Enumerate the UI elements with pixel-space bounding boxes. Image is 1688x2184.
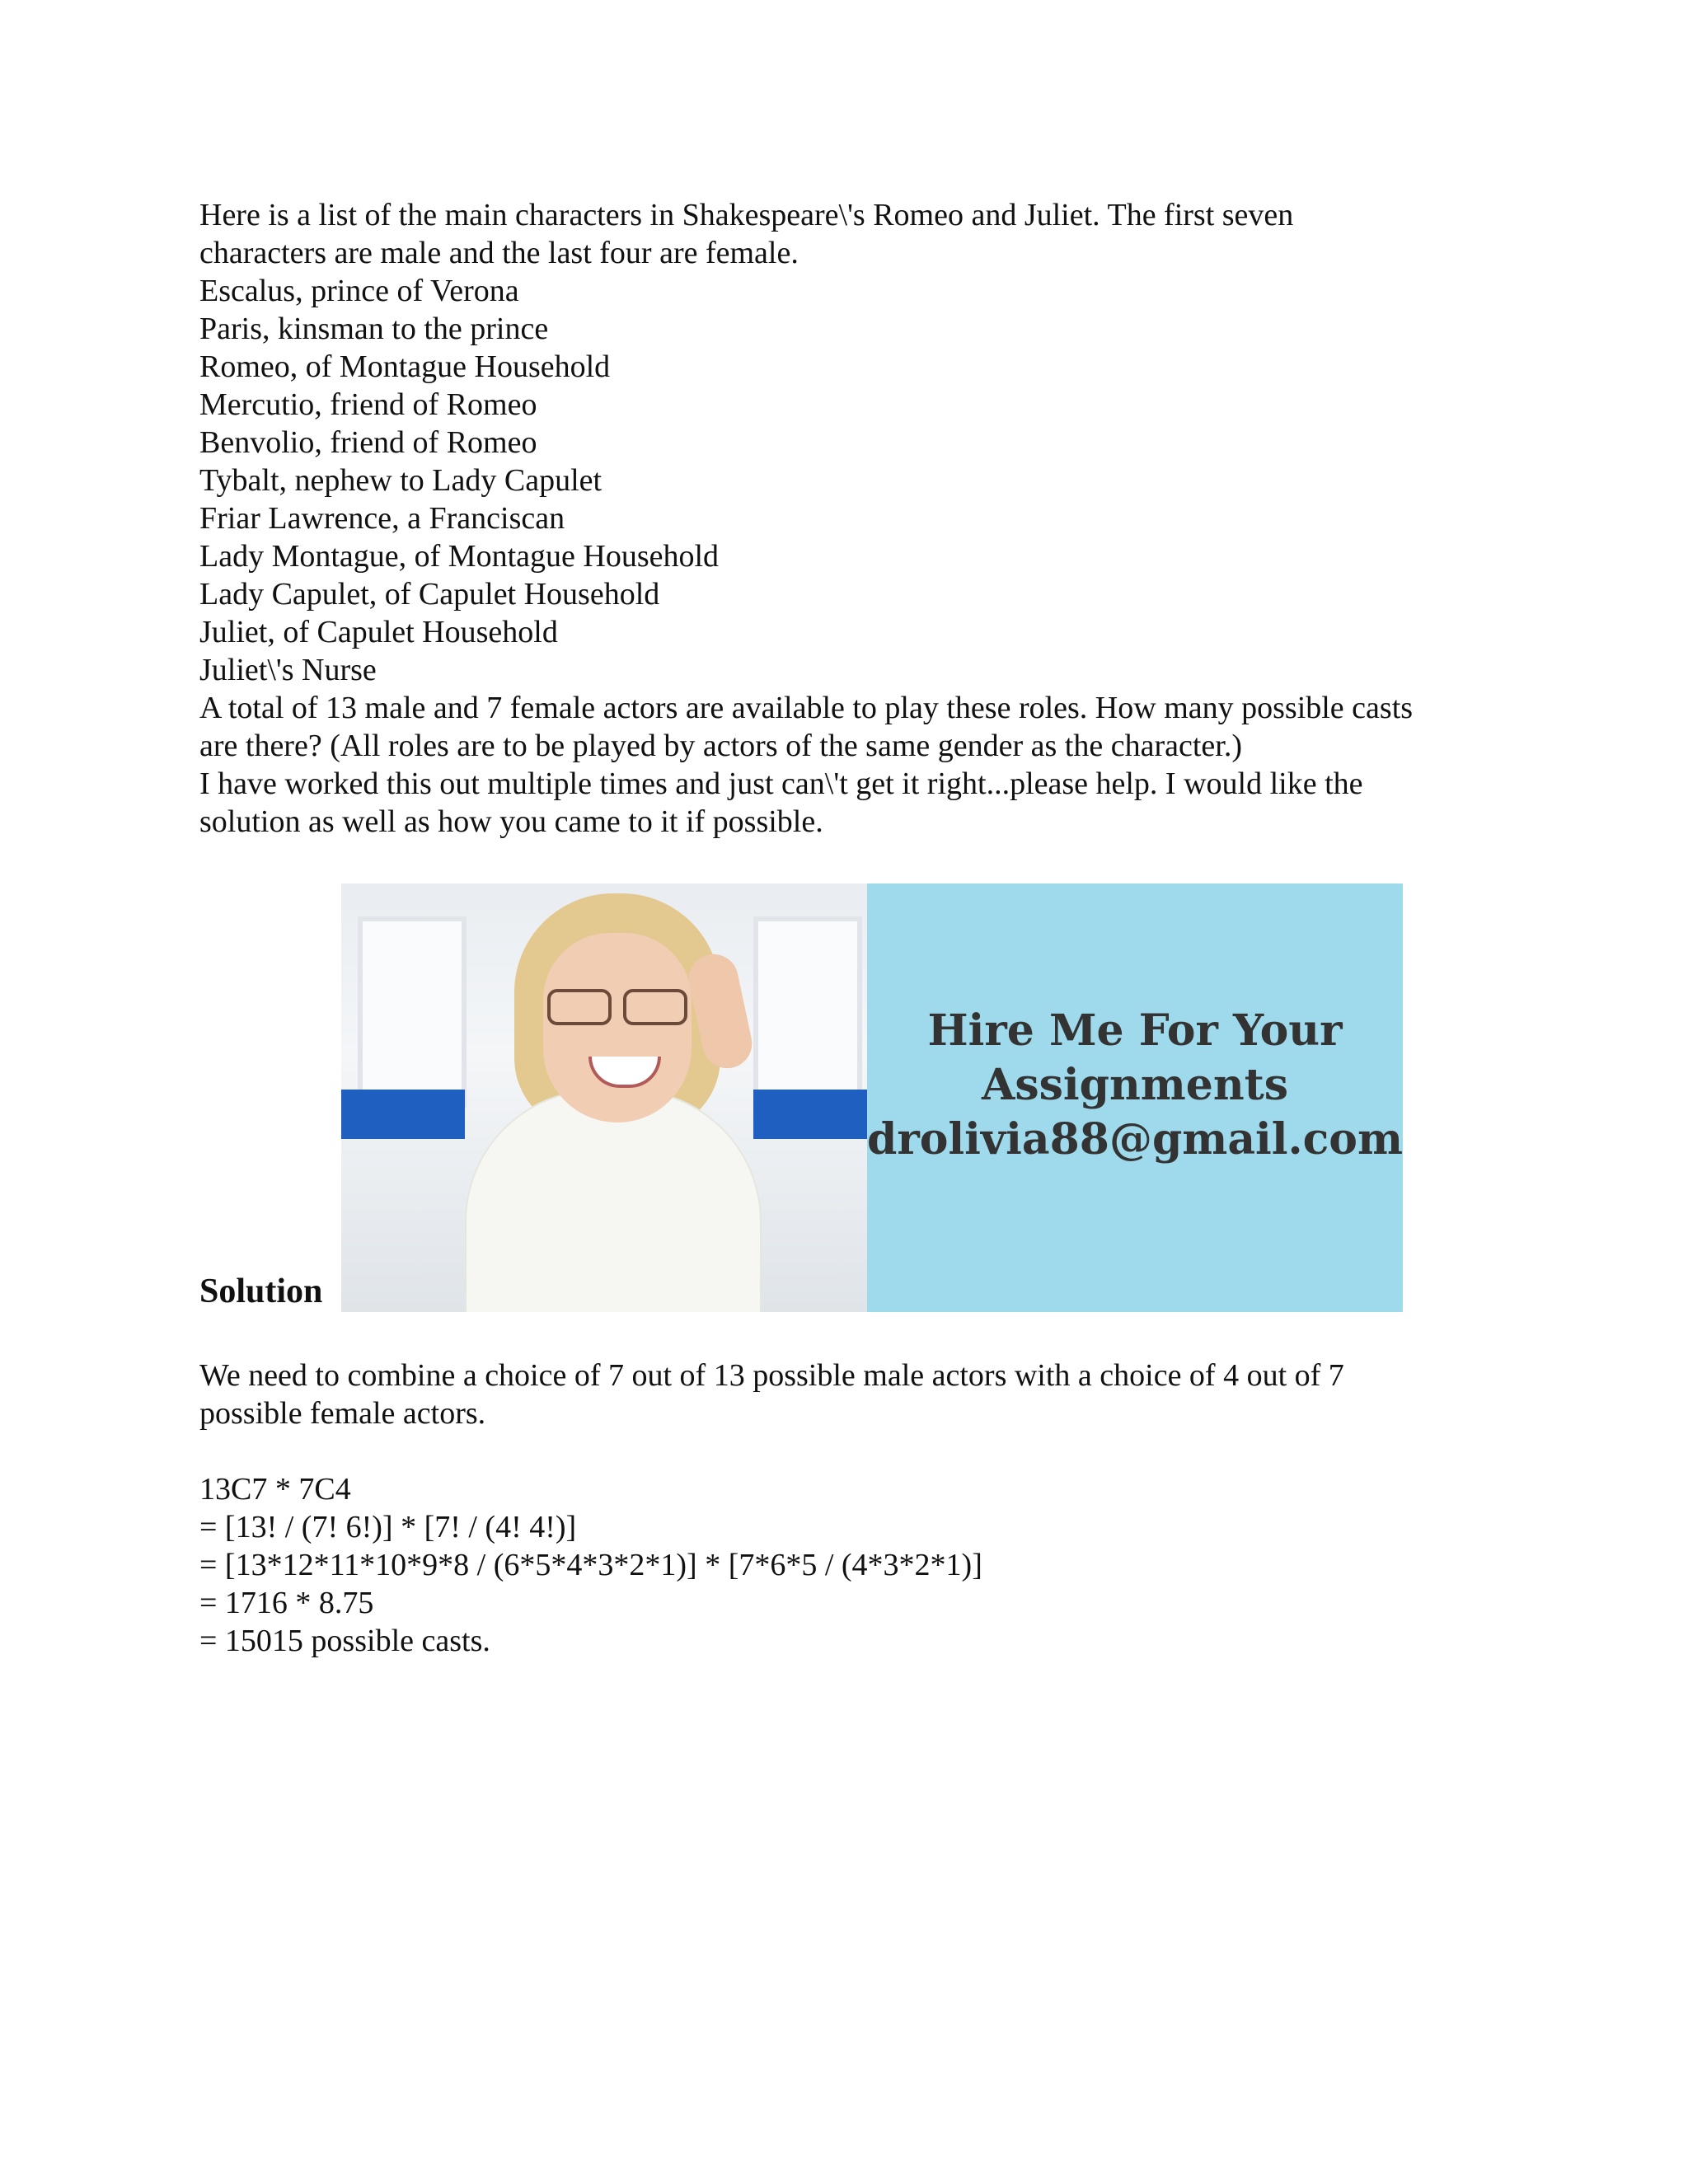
question-line: solution as well as how you came to it if possible.: [199, 804, 823, 839]
character-item: Friar Lawrence, a Franciscan: [199, 501, 565, 536]
ad-photo-woman-with-glasses: [341, 883, 867, 1312]
character-item: Tybalt, nephew to Lady Capulet: [199, 463, 603, 498]
chair-decoration: [753, 1090, 867, 1139]
window-decoration: [358, 916, 467, 1108]
character-item: Lady Capulet, of Capulet Household: [199, 577, 660, 612]
solution-heading: Solution: [199, 1272, 323, 1310]
character-item: Paris, kinsman to the prince: [199, 312, 549, 346]
solution-intro: possible female actors.: [199, 1396, 486, 1431]
ad-headline-line2: Assignments: [981, 1060, 1288, 1110]
ad-email: drolivia88@gmail.com: [866, 1114, 1403, 1165]
calculation-step: = [13*12*11*10*9*8 / (6*5*4*3*2*1)] * [7*6*5 / (4*3*2*1)]: [199, 1548, 982, 1582]
glasses-icon: [547, 989, 687, 1022]
solution-header-row: [199, 883, 1403, 1312]
question-line: Here is a list of the main characters in Shakespeare\'s Romeo and Juliet. The first seven: [199, 198, 1294, 232]
ad-banner[interactable]: [341, 883, 1403, 1312]
character-item: Juliet\'s Nurse: [199, 653, 377, 687]
character-item: Juliet, of Capulet Household: [199, 615, 558, 649]
ad-headline-line1: Hire Me For Your: [927, 1005, 1343, 1056]
question-line: A total of 13 male and 7 female actors are available to play these roles. How many possible casts: [199, 691, 1414, 725]
calculation-step: = 1716 * 8.75: [199, 1586, 374, 1620]
spacer: [199, 1432, 1502, 1470]
question-line: are there? (All roles are to be played by actors of the same gender as the character.): [199, 729, 1242, 763]
chair-decoration: [341, 1090, 465, 1139]
character-item: Escalus, prince of Verona: [199, 274, 519, 308]
question-line: characters are male and the last four are female.: [199, 236, 799, 270]
character-item: Mercutio, friend of Romeo: [199, 387, 537, 422]
face-shape: [543, 933, 692, 1122]
question-line: I have worked this out multiple times and just can\'t get it right...please help. I would like the: [199, 766, 1363, 801]
character-item: Lady Montague, of Montague Household: [199, 539, 720, 574]
solution-intro: We need to combine a choice of 7 out of 13 possible male actors with a choice of 4 out of 7: [199, 1358, 1344, 1393]
question-text: [199, 196, 1502, 841]
calculation-result: = 15015 possible casts.: [199, 1624, 490, 1658]
character-item: Benvolio, friend of Romeo: [199, 425, 537, 460]
calculation-step: = [13! / (7! 6!)] * [7! / (4! 4!)]: [199, 1510, 577, 1544]
character-item: Romeo, of Montague Household: [199, 349, 611, 384]
shirt-shape: [465, 1090, 762, 1312]
solution-body: [199, 1357, 1502, 1660]
ad-text-panel: [867, 883, 1403, 1312]
window-decoration: [753, 916, 862, 1108]
calculation-step: 13C7 * 7C4: [199, 1472, 351, 1507]
